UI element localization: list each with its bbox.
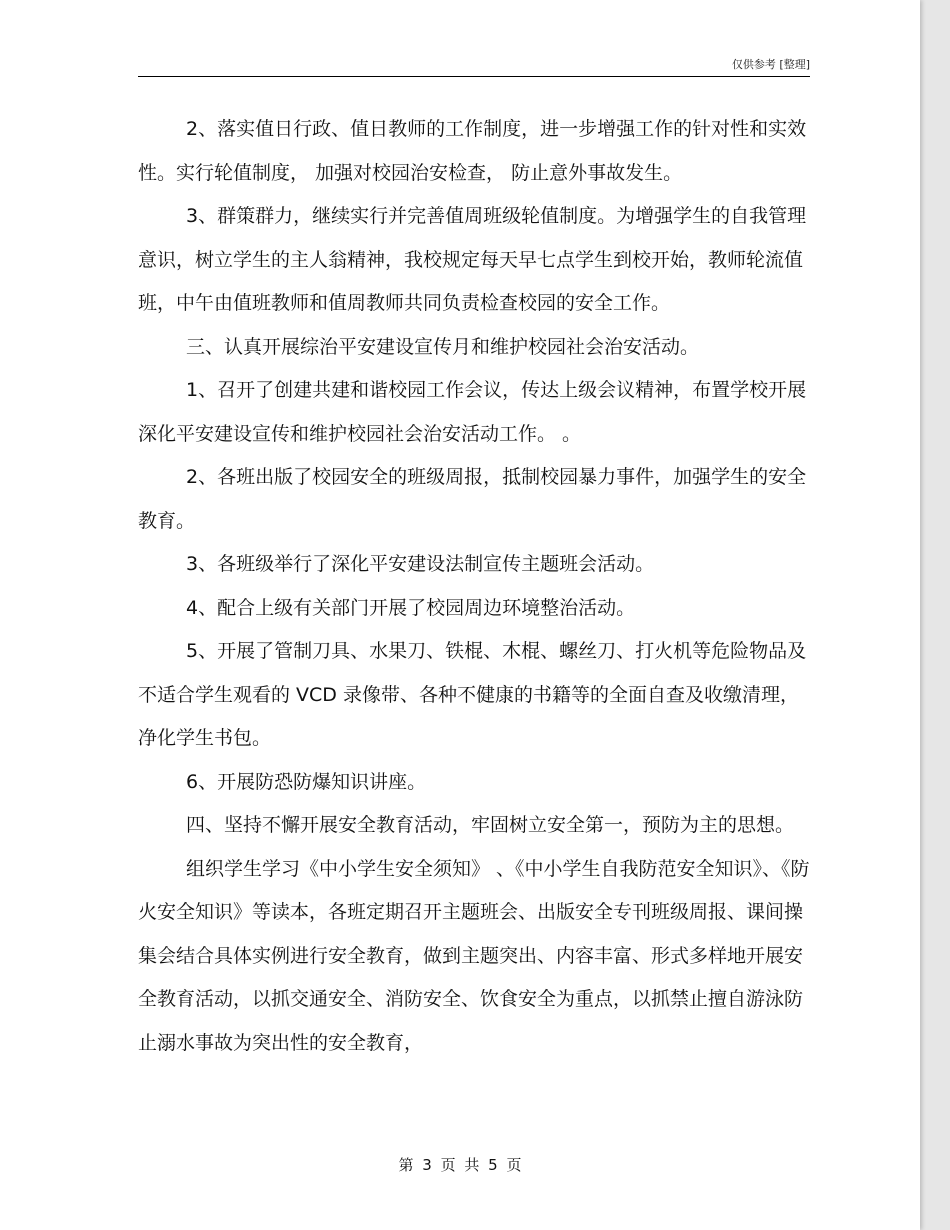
paragraph: 1、召开了创建共建和谐校园工作会议，传达上级会议精神，布置学校开展深化平安建设宣传和维护校园社会治安活动工作。 。 [138, 379, 807, 445]
paragraph: 3、群策群力，继续实行并完善值周班级轮值制度。为增强学生的自我管理意识，树立学生的主人翁精神，我校规定每天早七点学生到校开始，教师轮流值班，中午由值班教师和值周教师共同负责检查校园的安全工作。 [138, 205, 807, 314]
section-heading: 四、坚持不懈开展安全教育活动，牢固树立安全第一，预防为主的思想。 [186, 814, 795, 836]
paragraph: 6、开展防恐防爆知识讲座。 [186, 770, 427, 793]
paragraph: 5、开展了管制刀具、水果刀、铁棍、木棍、螺丝刀、打火机等危险物品及不适合学生观看的 VCD 录像带、各种不健康的书籍等的全面自查及收缴清理，净化学生书包。 [138, 640, 807, 749]
page-number: 第 3 页 共 5 页 [398, 1156, 522, 1174]
header-note: 仅供参考 [整理] [731, 58, 810, 71]
paragraph: 2、落实值日行政、值日教师的工作制度，进一步增强工作的针对性和实效性。实行轮值制度， 加强对校园治安检查， 防止意外事故发生。 [138, 118, 807, 184]
page-footer [0, 1154, 920, 1175]
section-heading: 三、认真开展综治平安建设宣传月和维护校园社会治安活动。 [186, 335, 700, 358]
page-header [138, 56, 810, 77]
paragraph: 2、各班出版了校园安全的班级周报，抵制校园暴力事件，加强学生的安全教育。 [138, 466, 807, 532]
paragraph: 组织学生学习《中小学生安全须知》 、《中小学生自我防范安全知识》、《防火安全知识》等读本，各班定期召开主题班会、出版安全专刊班级周报、课间操集会结合具体实例进行安全教育，做到主题突出、内容丰富、形式多样地开展安全教育活动，以抓交通安全、消防安全、饮食安全为重点，以抓禁止擅自游泳防止溺水事故为突出性的安全教育， [138, 857, 810, 1054]
paragraph: 3、各班级举行了深化平安建设法制宣传主题班会活动。 [186, 553, 655, 575]
paragraph: 4、配合上级有关部门开展了校园周边环境整治活动。 [186, 596, 636, 619]
document-body [138, 108, 810, 1065]
